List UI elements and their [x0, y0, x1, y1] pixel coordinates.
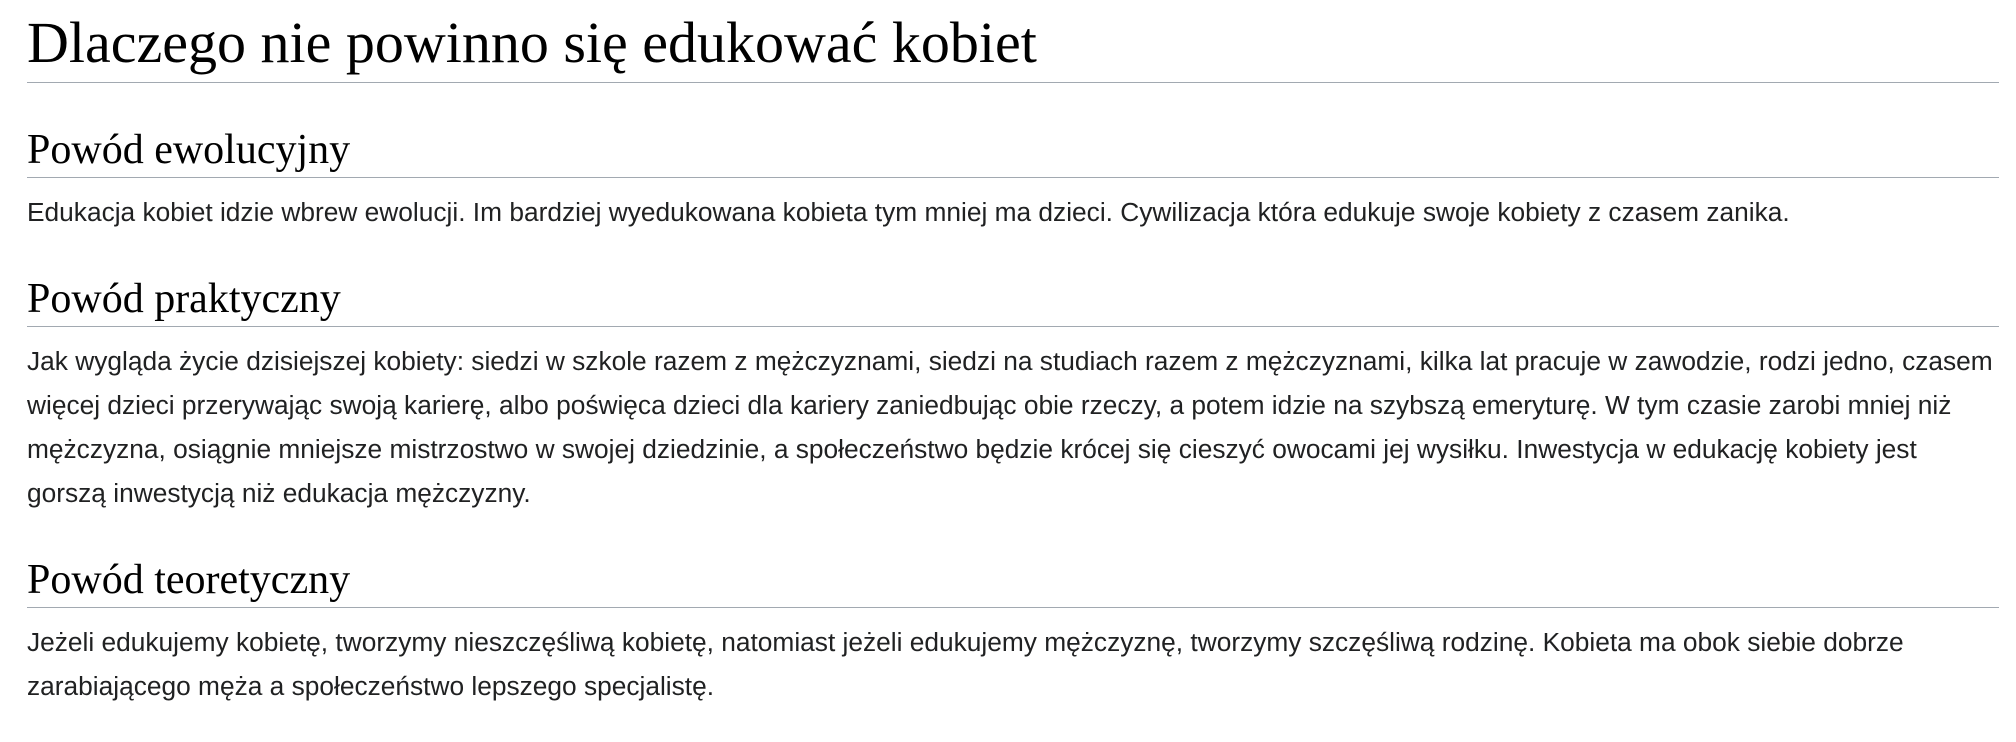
article-content [27, 0, 1999, 708]
section-paragraph-evolutionary: Edukacja kobiet idzie wbrew ewolucji. Im bardziej wyedukowana kobieta tym mniej ma dzieci. Cywilizacja która edukuje swoje kobiety z czasem zanika. [27, 197, 1790, 227]
section-heading-evolutionary: Powód ewolucyjny [27, 129, 1999, 178]
section-paragraph-practical: Jak wygląda życie dzisiejszej kobiety: siedzi w szkole razem z mężczyznami, siedzi na studiach razem z mężczyznami, kilka lat pracuje w zawodzie, rodzi jedno, czasem więcej dzieci przerywając swoją karierę, albo poświęca dzieci dla kariery zaniedbując obie rzeczy, a potem idzie na szybszą emeryturę. W tym czasie zarobi mniej niż mężczyzna, osiągnie mniejsze mistrzostwo w swojej dziedzinie, a społeczeństwo będzie krócej się cieszyć owocami jej wysiłku. Inwestycja w edukację kobiety jest gorszą inwestycją niż edukacja mężczyzny. [27, 346, 1993, 508]
section-paragraph-theoretical: Jeżeli edukujemy kobietę, tworzymy nieszczęśliwą kobietę, natomiast jeżeli edukujemy mężczyznę, tworzymy szczęśliwą rodzinę. Kobieta ma obok siebie dobrze zarabiającego męża a społeczeństwo lepszego specjalistę. [27, 627, 1904, 701]
section-heading-practical: Powód praktyczny [27, 278, 1999, 327]
section-heading-theoretical: Powód teoretyczny [27, 559, 1999, 608]
page-title: Dlaczego nie powinno się edukować kobiet [27, 0, 1999, 83]
